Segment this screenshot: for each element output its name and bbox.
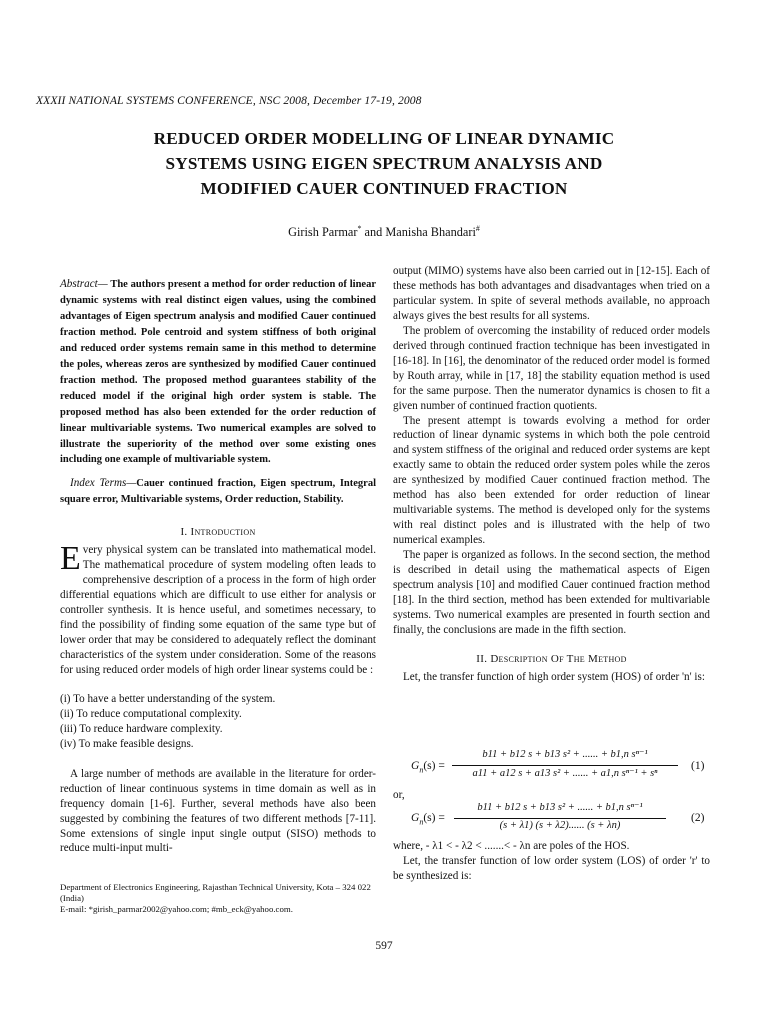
abstract: [60, 277, 376, 468]
section-heading: [393, 652, 710, 667]
section-title: Introduction: [190, 526, 256, 539]
equation-2-denominator: (s + λ1) (s + λ2)...... (s + λn): [499, 820, 621, 831]
paper-title: [60, 126, 708, 201]
body-paragraph: The paper is organized as follows. In the second section, the method is described in detail using the mathematical aspects of Eigen spectrum analysis [10] and modified Cauer continued fraction method [18]. In the third section, method has been extended for multivariable systems. Two numerical examples are presented in fourth section and finally, the conclusions are made in the fifth section.: [393, 549, 710, 636]
author-conjunction: and: [361, 225, 386, 240]
page-number: 597: [375, 940, 393, 952]
equation-2-numerator: b11 + b12 s + b13 s² + ...... + b1,n sⁿ⁻¹: [477, 802, 643, 813]
body-paragraph: The problem of overcoming the instability of reduced order models derived through continued fraction technique has been investigated in [16-18]. In [16], the denominator of the reduced order model is formed by Routh array, while in [17, 18] the stability equation method is used for the same purpose. Then the numerator dynamics is chosen to fit a given number of continued fraction quotients.: [393, 324, 710, 412]
section-number: I.: [180, 526, 191, 539]
equation-1-numerator: b11 + b12 s + b13 s² + ...... + b1,n sⁿ⁻¹: [482, 749, 648, 760]
list-item: (ii) To reduce computational complexity.: [60, 707, 242, 720]
index-terms-text: Cauer continued fraction, Eigen spectrum, Integral square error, Multivariable systems, Order reduction, Stability.: [60, 478, 376, 506]
section-heading: [60, 525, 376, 540]
list-item: (iv) To make feasible designs.: [60, 737, 194, 750]
intro-paragraph: [60, 540, 376, 678]
author-name: Girish Parmar: [288, 225, 358, 240]
author-mark: *: [357, 224, 362, 233]
right-column: [393, 264, 710, 685]
right-column-continued: [393, 839, 710, 884]
left-column: [60, 277, 376, 856]
section-title: Description Of The Method: [490, 652, 627, 665]
body-paragraph: Let, the transfer function of high order system (HOS) of order 'n' is:: [403, 670, 705, 683]
fraction-bar: [454, 818, 666, 819]
abstract-label: Abstract—: [60, 278, 108, 290]
affiliation-footnote: [60, 882, 380, 914]
or-text: or,: [393, 789, 405, 801]
body-paragraph: Let, the transfer function of low order system (LOS) of order 'r' to be synthesized is:: [393, 854, 710, 882]
index-terms: [60, 476, 376, 508]
equation-number: (1): [691, 760, 705, 772]
equation-1-denominator: a11 + a12 s + a13 s² + ...... + a1,n sⁿ⁻¹ + sⁿ: [472, 768, 658, 779]
author-line: [0, 224, 768, 240]
title-line: SYSTEMS USING EIGEN SPECTRUM ANALYSIS AND: [165, 154, 603, 173]
author-mark: #: [475, 224, 480, 233]
drop-cap: E: [60, 540, 81, 578]
equation-1-lhs: $G_n(s)$ =: [411, 760, 445, 775]
abstract-text: The authors present a method for order reduction of linear dynamic systems with real distinct eigen values, using the combined advantages of Eigen spectrum analysis and modified Cauer continued fraction method. Pole centroid and system stiffness of both original and reduced order systems remain same in this method to determine the poles, whereas zeros are synthesized by modified Cauer continued fraction method. The proposed method guarantees stability of the reduced model if the original high order system is stable. The proposed method has also been extended for the order reduction of linear multivariable systems. Two numerical examples are solved to illustrate the superiority of the method over some existing ones including one example of multivariable system.: [60, 279, 376, 466]
fraction-bar: [452, 765, 678, 766]
author-name: Manisha Bhandari: [385, 225, 476, 240]
equation-2-lhs: $G_n(s)$ =: [411, 812, 445, 827]
footnote-affiliation: Department of Electronics Engineering, Rajasthan Technical University, Kota – 324 022 (India): [60, 882, 371, 903]
footnote-email: E-mail: *girish_parmar2002@yahoo.com; #mb_eck@yahoo.com.: [60, 903, 293, 914]
list-item: (iii) To reduce hardware complexity.: [60, 722, 223, 735]
body-paragraph: output (MIMO) systems have also been carried out in [12-15]. Each of these methods has both advantages and disadvantages when tried on a particular system. In spite of several methods available, no approach always gives the best results for all systems.: [393, 265, 710, 322]
intro-text: very physical system can be translated into mathematical model. The mathematical procedure of system modeling often leads to comprehensive description of a process in the form of high order differential equations which are difficult to use either for analysis or controller synthesis. It is hence useful, and sometimes necessary, to find the possibility of finding some equation of the same type but of lower order that may be considered to adequately reflect the dominant characteristics of the system under consideration. Some of the reasons for using reduced order models of high order linear systems could be :: [60, 544, 376, 676]
title-line: MODIFIED CAUER CONTINUED FRACTION: [200, 179, 568, 198]
pole-definition: where, - λ1 < - λ2 < .......< - λn are poles of the HOS.: [393, 840, 630, 852]
index-terms-label: Index Terms—: [70, 477, 137, 490]
conference-header: XXXII NATIONAL SYSTEMS CONFERENCE, NSC 2008, December 17-19, 2008: [36, 94, 422, 107]
list-item: (i) To have a better understanding of the system.: [60, 692, 276, 705]
body-paragraph: A large number of methods are available in the literature for order-reduction of linear continuous systems in time domain as well as in frequency domain [1-6]. Further, several methods have also been suggested by combining the features of two different methods [7-11]. Some extensions of single input single output (SISO) methods to reduce multi-input multi-: [60, 767, 376, 855]
reasons-list: [60, 692, 376, 752]
equation-number: (2): [691, 812, 705, 824]
title-line: REDUCED ORDER MODELLING OF LINEAR DYNAMIC: [153, 129, 615, 148]
section-number: II.: [476, 652, 491, 665]
body-paragraph: The present attempt is towards evolving a method for order reduction of linear dynamic systems in which both the pole centroid and system stiffness of the original and reduced order systems are kept exactly same to obtain the reduced order system poles while the zeros are synthesized by modified Cauer continued fraction method. The method has also been extended for order reduction of linear multivariable systems. The method is developed only for the systems with real distinct poles and is illustrated with the help of two numerical examples.: [393, 414, 710, 547]
